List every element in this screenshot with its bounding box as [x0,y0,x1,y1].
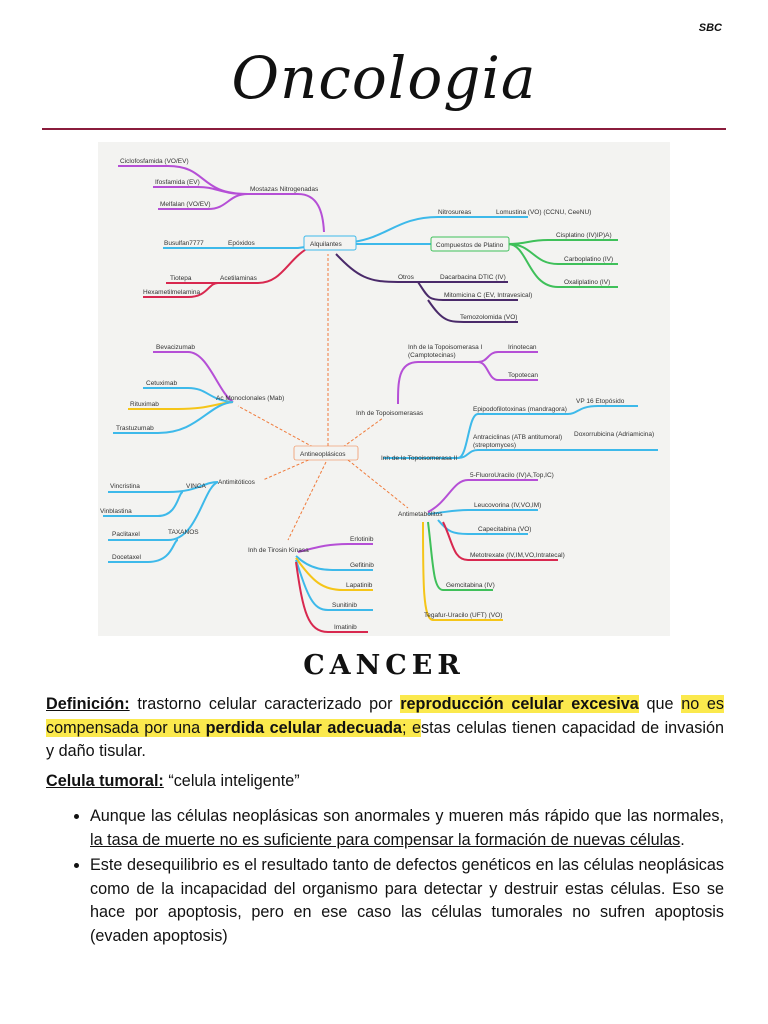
mm-bevacizumab: Bevacizumab [156,344,196,351]
mm-antimitoticos: Antimitóticos [218,479,255,486]
mm-cisplatino: Cisplatino (IV)IP)A) [556,232,612,239]
mm-antimetabolitos: Antimetabolitos [398,511,443,518]
mm-irinotecan: Irinotecan [508,344,537,351]
definition-text-1: trastorno celular caracterizado por [129,695,401,713]
mm-melfalan: Melfalan (VO/EV) [160,201,211,208]
mm-imatinib: Imatinib [334,624,357,631]
title-divider [42,128,726,130]
mm-platino: Compuestos de Platino [436,242,504,249]
celula-tumoral-line [46,770,724,794]
mm-center: Antineoplásicos [300,451,346,458]
mm-topotecan: Topotecan [508,372,538,379]
mm-sunitinib: Sunitinib [332,602,357,609]
mm-antraciclinas: Antraciclinas (ATB antitumoral) [473,434,563,441]
mm-hexametil: Hexametilmelamina [143,289,201,296]
mm-erlotinib: Erlotinib [350,536,374,543]
mm-topo: Inh de Topoisomerasas [356,410,424,417]
mm-metotrexate: Metotrexate (IV,IM,VO,Intratecal) [470,552,565,559]
bullet-1-text-a: Aunque las células neoplásicas son anormales y mueren más rápido que las normales [90,807,720,825]
mm-mostazas: Mostazas Nitrogenadas [250,186,319,193]
definition-paragraph [46,693,724,764]
mind-map [98,142,670,636]
mm-vp16: VP 16 Etopósido [576,398,625,405]
mm-tegafur: Tegafur-Uracilo (UFT) (VO) [424,612,503,619]
mm-tirosin: Inh de Tirosin Kinasa [248,547,309,554]
mm-ciclofosfamida: Ciclofosfamida (VO/EV) [120,158,189,165]
mm-alquilantes: Alquilantes [310,241,342,248]
section-title: CANCER [303,650,465,681]
mm-vinblastina: Vinblastina [100,508,132,515]
mm-dacarbacina: Dacarbacina DTIC (IV) [440,274,506,281]
mm-vinca: VINCA [186,483,206,490]
definition-label: Definición: [46,695,130,713]
definition-highlight-1: reproducción celular excesiva [400,695,639,713]
mm-topo1: Inh de la Topoisomerasa I [408,344,483,351]
mm-topo1-sub: (Camptotecinas) [408,352,456,359]
mm-docetaxel: Docetaxel [112,554,141,561]
definition-text-2: que [638,695,682,713]
page-title: Oncologia [231,44,537,112]
bullet-1-underlined: , la tasa de muerte no es suficiente para compensar la formación de nuevas células [90,807,724,849]
mm-taxanos: TAXANOS [168,529,199,536]
list-item [90,805,724,852]
mm-mitomicina: Mitomicina C (EV, Intravesical) [444,292,533,299]
definition-highlight-2b: perdida celular adecuada [205,718,403,737]
mm-trastuzumab: Trastuzumab [116,425,154,432]
bullet-list [46,805,724,950]
celula-label: Celula tumoral: [46,772,164,790]
mm-busulfan: Busulfan7777 [164,240,204,247]
mm-temozolomida: Temozolomida (VO) [460,314,518,321]
mm-paclitaxel: Paclitaxel [112,531,140,538]
list-item [90,854,724,948]
mm-otros: Otros [398,274,414,281]
mm-topo2: Inh de la Topoisomerasa II [381,455,458,462]
mm-acetilaminas: Acetilaminas [220,275,257,282]
mm-carboplatino: Carboplatino (IV) [564,256,614,263]
mm-epipodo: Epipodofilotoxinas (mandragora) [473,406,567,413]
mm-rituximab: Rituximab [130,401,159,408]
mm-monoclonales: Ac Monoclonales (Mab) [216,395,285,402]
bullet-2-text: Este desequilibrio es el resultado tanto de defectos genéticos en las células neoplásicas como de la incapacidad del organismo para detectar y destruir estas células. Eso se hace por apoptosis, pero en ese caso las células tumorales no sufren apoptosis (evaden apoptosis) [90,856,724,945]
mm-ifosfamida: Ifosfamida (EV) [155,179,200,186]
definition-text-3: stas celulas tienen capacidad de invasión y daño tisular. [46,718,724,760]
mm-lomustina: Lomustina (VO) (CCNU, CeeNU) [496,209,592,216]
mm-oxaliplatino: Oxaliplatino (IV) [564,279,611,286]
definition-highlight-2c: ; e [402,718,422,737]
bullet-1-text-b: . [680,830,685,849]
corner-tag: SBC [698,22,722,34]
mm-lapatinib: Lapatinib [346,582,373,589]
mm-nitrosureas: Nitrosureas [438,209,472,216]
mm-doxorrubicina: Doxorrubicina (Adriamicina) [574,431,655,438]
mm-cetuximab: Cetuximab [146,380,178,387]
mm-antraciclinas-sub: (streptomyces) [473,442,516,449]
mm-gemcitabina: Gemcitabina (IV) [446,582,495,589]
mm-vincristina: Vincristina [110,483,140,490]
definition-highlight-2a: no es compensada por una [46,695,724,737]
mm-gefitinib: Gefitinib [350,562,374,569]
mm-fluoruracilo: 5-FluoroUracilo (IV)A,Top,IC) [470,472,554,479]
celula-text: “celula inteligente” [163,772,300,790]
mm-epoxidos: Epóxidos [228,240,255,247]
mm-tiotepa: Tiotepa [170,275,192,282]
mm-capecitabina: Capecitabina (VO) [478,526,532,533]
mm-leucovorina: Leucovorina (IV,VO,IM) [474,502,542,509]
